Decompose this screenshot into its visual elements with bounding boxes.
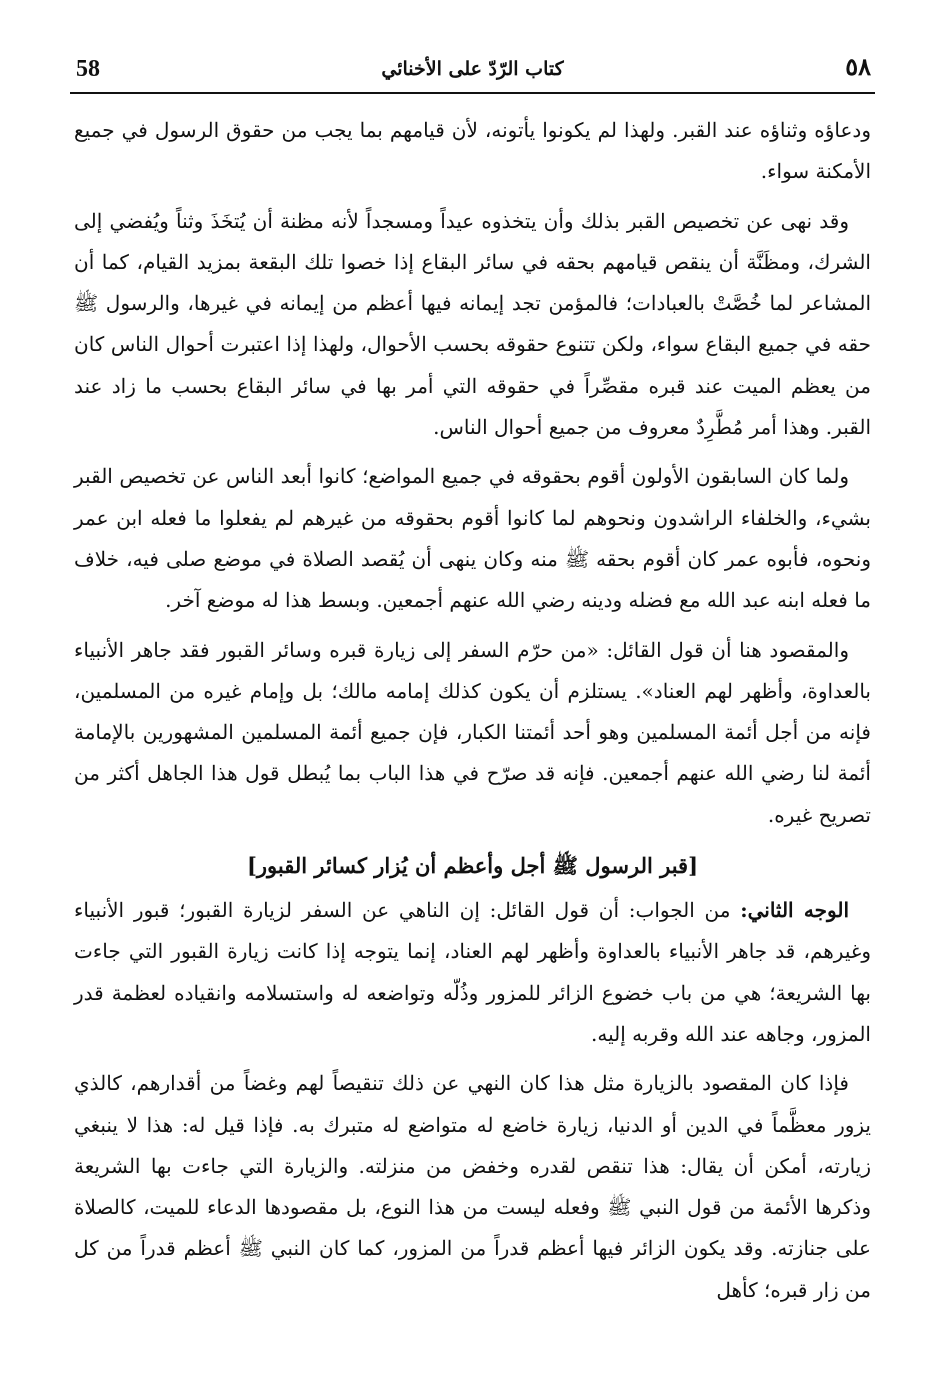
paragraph-2: وقد نهى عن تخصيص القبر بذلك وأن يتخذوه عيداً ومسجداً لأنه مظنة أن يُتخَذَ وثناً ويُفضي إلى الشرك، ومظَنَّة أن ينقص قيامهم بحقه في سائر البقاع إذا خصوا تلك البقعة بمزيد القيام، كما أن المشاعر لما خُصَّتْ بالعبادات؛ فالمؤمن تجد إيمانه فيها أعظم من إيمانه في غيرها، والرسول ﷺ حقه في جميع البقاع سواء، ولكن تتنوع حقوقه بحسب الأحوال، ولهذا إذا اعتبرت أحوال الناس كان من يعظم الميت عند قبره مقصِّراً في حقوقه التي أمر بها في سائر البقاع بحسب ما زاد عند القبر. وهذا أمر مُطَّرِدٌ معروف من جميع أحوال الناس. — [74, 208, 872, 440]
section-paragraph-rest: من الجواب: أن قول القائل: إن الناهي عن السفر لزيارة القبور؛ قبور الأنبياء وغيرهم، قد جاهر الأنبياء بالعداوة وأظهر لهم العناد، إنما يتوجه إذا كانت زيارة القبور التي جاءت بها الشريعة؛ هي من باب خضوع الزائر للمزور وذُلّه وتواضعه له واستسلامه وانقياده لعظمة قدر المزور، وجاهه عند الله وقربه إليه. — [74, 898, 871, 1046]
final-paragraph: فإذا كان المقصود بالزيارة مثل هذا كان النهي عن ذلك تنقيصاً لهم وغضاً من أقدارهم، كالذي يزور معظَّماً في الدين أو الدنيا، زيارة خاضع له متواضع له متبرك به. فإذا قيل له: هذا لا ينبغي زيارته، أمكن أن يقال: هذا تنقص لقدره وخفض من منزلته. والزيارة التي جاءت بها الشريعة وذكرها الأئمة من قول النبي ﷺ وفعله ليست من هذا النوع، بل مقصودها الدعاء للميت، كالصلاة على جنازته. وقد يكون الزائر فيها أعظم قدراً من المزور، كما كان النبي ﷺ أعظم قدراً من كل من زار قبره؛ كأهل — [74, 1071, 871, 1302]
section-heading: [قبر الرسول ﷺ أجل وأعظم أن يُزار كسائر القبور] — [246, 853, 699, 879]
paragraph-4: والمقصود هنا أن قول القائل: «من حرّم السفر إلى زيارة قبره وسائر القبور فقد جاهر الأنبياء بالعداوة، وأظهر لهم العناد». يستلزم أن يكون كذلك إمامه مالك؛ بل وإمام غيره من المسلمين، فإنه من أجل أئمة المسلمين وهو أحد أئمتنا الكبار، فإن جميع أئمة المسلمين المشهورين بالإمامة أئمة لنا رضي الله عنهم أجمعين. فإنه قد صرّح في هذا الباب بما يُبطل قول هذا الجاهل أكثر من تصريح غيره. — [74, 637, 871, 827]
page-number-arabic: ٥٨ — [845, 52, 871, 81]
section-paragraph — [74, 890, 871, 1055]
page-header — [70, 52, 875, 94]
section-paragraph-lead: الوجه الثاني: — [740, 898, 850, 923]
paragraph-3: ولما كان السابقون الأولون أقوم بحقوقه في جميع المواضع؛ كانوا أبعد الناس عن تخصيص القبر بشيء، والخلفاء الراشدون ونحوهم لما كانوا أقوم بحقوقه من غيرهم لم يفعلوا ما فعله ابن عمر ونحوه، فأبوه عمر كان أقوم بحقه ﷺ منه وكان ينهى أن يُقصد الصلاة في موضع صلى فيه، خلاف ما فعله ابنه عبد الله مع فضله ودينه رضي الله عنهم أجمعين. وبسط هذا له موضع آخر. — [74, 464, 871, 613]
paragraph-1: ودعاؤه وثناؤه عند القبر. ولهذا لم يكونوا يأتونه، لأن قيامهم بما يجب من حقوق الرسول في جميع الأمكنة سواء. — [74, 118, 871, 184]
running-title: كتاب الرّدّ على الأخنائي — [381, 58, 564, 80]
page-body — [74, 110, 871, 1319]
page-number-latin: 58 — [76, 56, 100, 82]
